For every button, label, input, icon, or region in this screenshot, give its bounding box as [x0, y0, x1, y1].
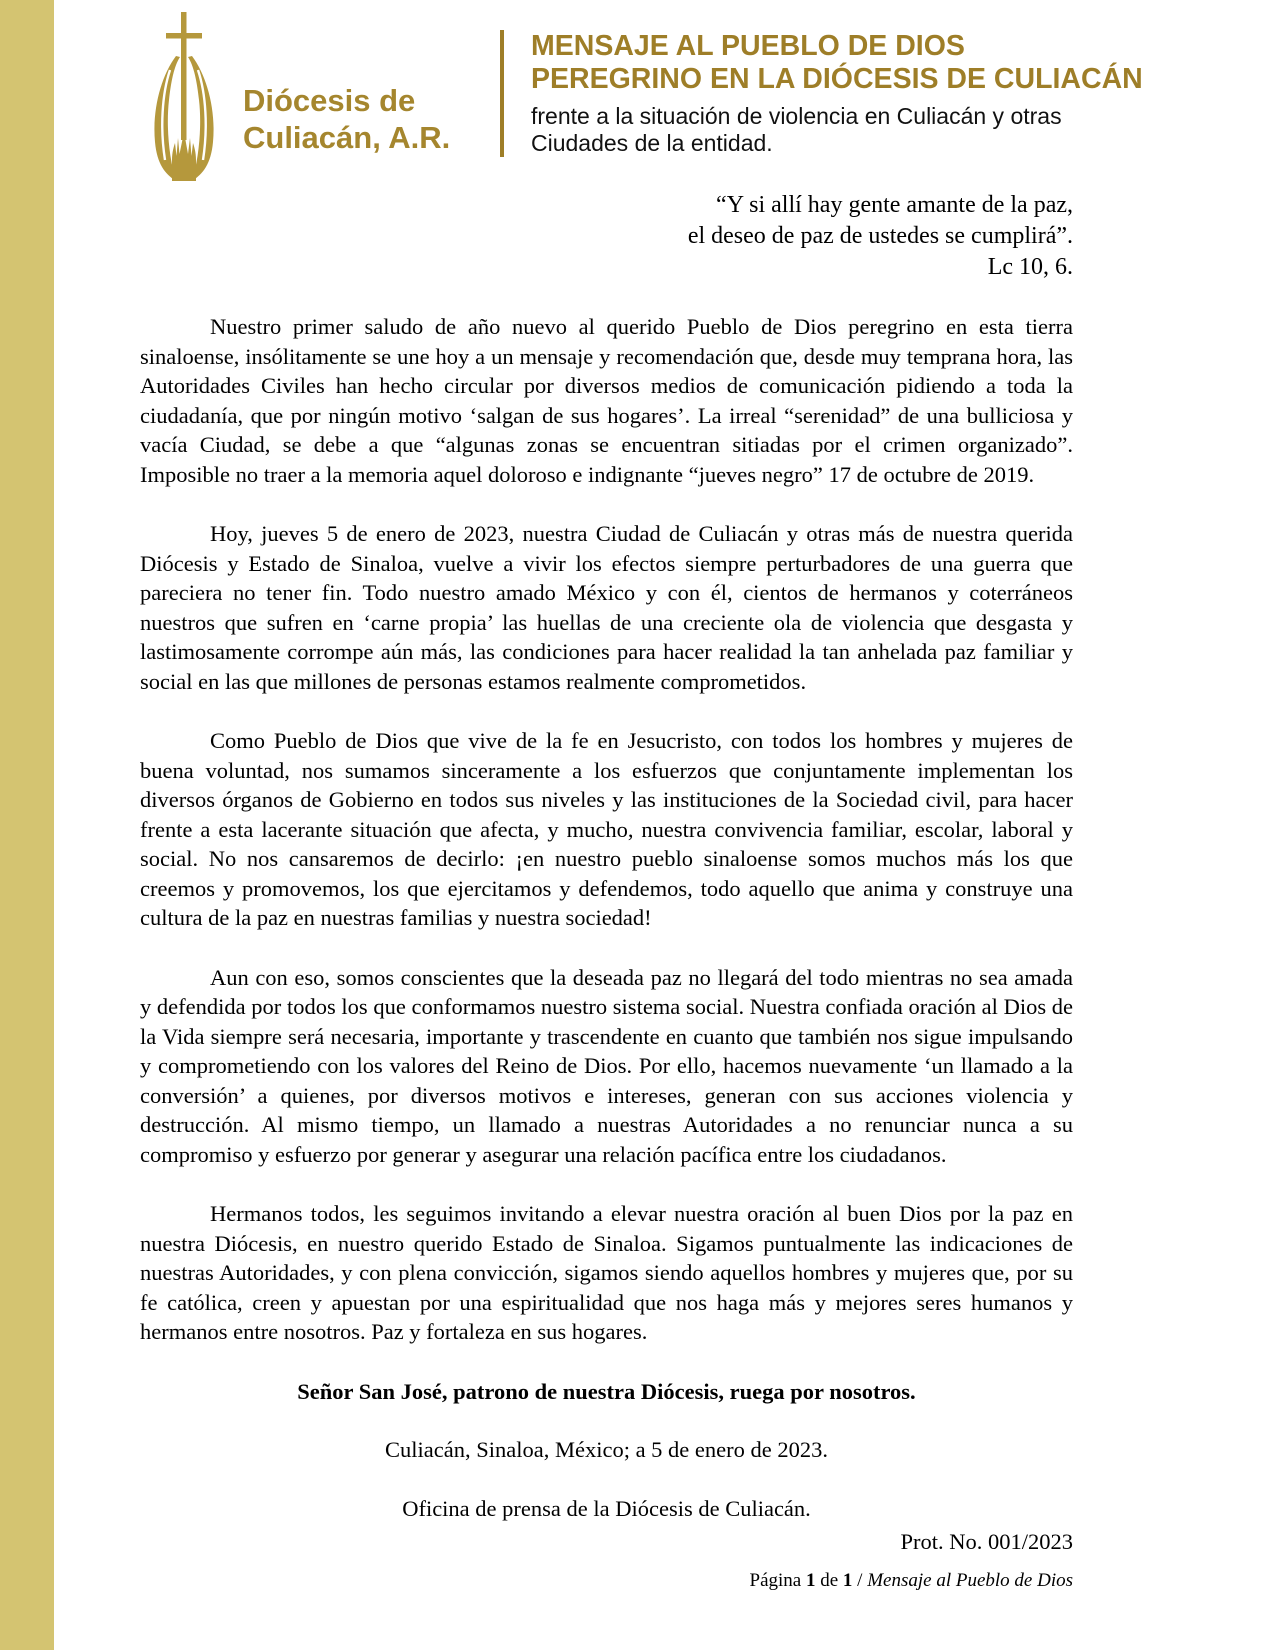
page-footer [140, 1569, 1073, 1593]
org-name [243, 82, 450, 156]
footer-page-total: 1 [842, 1569, 853, 1591]
org-name-line2: Culiacán, A.R. [243, 120, 451, 155]
org-name-line1: Diócesis de [243, 83, 416, 118]
footer-doc-title: Mensaje al Pueblo de Dios [867, 1569, 1073, 1591]
quote-line1: “Y si allí hay gente amante de la paz, [716, 192, 1073, 218]
document-body [140, 312, 1073, 1593]
quote-line2: el deseo de paz de ustedes se cumplirá”. [687, 223, 1073, 249]
footer-separator: / [852, 1569, 868, 1591]
footer-page-current: 1 [805, 1569, 816, 1591]
protocol-number: Prot. No. 001/2023 [900, 1529, 1073, 1554]
body-paragraph-3: Como Pueblo de Dios que vive de la fe en Jesucristo, con todos los hombres y mujeres de buena voluntad, nos sumamos sinceramente a los esfuerzos que conjuntamente implementan los diversos órganos de Gobierno en todos sus niveles y las instituciones de la Sociedad civil, para hacer frente a esta lacerante situación que afecta, y mucho, nuestra convivencia familiar, escolar, laboral y social. No nos cansaremos de decirlo: ¡en nuestro pueblo sinaloense somos muchos más los que creemos y promovemos, los que ejercitamos y defendemos, todo aquello que anima y construye una cultura de la paz en nuestras familias y nuestra sociedad! [140, 728, 1073, 930]
dateline: Culiacán, Sinaloa, México; a 5 de enero de 2023. [385, 1437, 828, 1462]
diocese-logo [145, 8, 485, 183]
quote-citation: Lc 10, 6. [987, 254, 1073, 280]
document-subtitle [531, 103, 1140, 157]
footer-page-label: Página [749, 1569, 806, 1591]
document-title-line2: PEREGRINO EN LA DIÓCESIS DE CULIACÁN [531, 63, 1143, 95]
patron-invocation: Señor San José, patrono de nuestra Diócesis, ruega por nosotros. [297, 1378, 916, 1404]
press-office-line: Oficina de prensa de la Diócesis de Culiacán. [402, 1495, 811, 1521]
document-subtitle-line1: frente a la situación de violencia en Culiacán y otras [531, 103, 1062, 129]
body-paragraph-2: Hoy, jueves 5 de enero de 2023, nuestra Ciudad de Culiacán y otras más de nuestra querida Diócesis y Estado de Sinaloa, vuelve a vivir los efectos siempre perturbadores de una guerra que pareciera no tener fin. Todo nuestro amado México y con él, cientos de hermanos y coterráneos nuestros que sufren en ‘carne propia’ las huellas de una creciente ola de violencia que desgasta y lastimosamente corrompe aún más, las condiciones para hacer realidad la tan anhelada paz familiar y social en las que millones de personas estamos realmente comprometidos. [140, 521, 1073, 694]
document-header [500, 30, 1143, 157]
body-paragraph-4: Aun con eso, somos conscientes que la deseada paz no llegará del todo mientras no sea amada y defendida por todos los que conformamos nuestro sistema social. Nuestra confiada oración al Dios de la Vida siempre será necesaria, importante y trascendente en cuanto que también nos sigue impulsando y comprometiendo con los valores del Reino de Dios. Por ello, hacemos nuevamente ‘un llamado a la conversión’ a quienes, por diversos motivos e intereses, generan con sus acciones violencia y destrucción. Al mismo tiempo, un llamado a nuestras Autoridades a no renunciar nunca a su compromiso y esfuerzo por generar y asegurar una relación pacífica entre los ciudadanos. [140, 964, 1073, 1167]
left-accent-bar [0, 0, 54, 1650]
scripture-quote [140, 190, 1073, 283]
body-paragraph-1: Nuestro primer saludo de año nuevo al querido Pueblo de Dios peregrino en esta tierra sinaloense, insólitamente se une hoy a un mensaje y recomendación que, desde muy temprana hora, las Autoridades Civiles han hecho circular por diversos medios de comunicación pidiendo a toda la ciudadanía, que por ningún motivo ‘salgan de sus hogares’. La irreal “serenidad” de una bulliciosa y vacía Ciudad, se debe a que “algunas zonas se encuentran sitiadas por el crimen organizado”. Imposible no traer a la memoria aquel doloroso e indignante “jueves negro” 17 de octubre de 2019. [140, 314, 1073, 487]
document-title-line1: MENSAJE AL PUEBLO DE DIOS [531, 30, 965, 62]
document-title [531, 30, 1143, 96]
footer-of-label: de [815, 1569, 843, 1591]
diocese-flame-cross-icon [145, 10, 223, 182]
body-paragraph-5: Hermanos todos, les seguimos invitando a elevar nuestra oración al buen Dios por la paz en nuestra Diócesis, en nuestro querido Estado de Sinaloa. Sigamos puntualmente las indicaciones de nuestras Autoridades, y con plena convicción, sigamos siendo aquellos hombres y mujeres que, por su fe católica, creen y apuestan por una espiritualidad que nos haga más y mejores seres humanos y hermanos entre nosotros. Paz y fortaleza en sus hogares. [140, 1201, 1073, 1344]
document-subtitle-line2: Ciudades de la entidad. [531, 130, 773, 156]
